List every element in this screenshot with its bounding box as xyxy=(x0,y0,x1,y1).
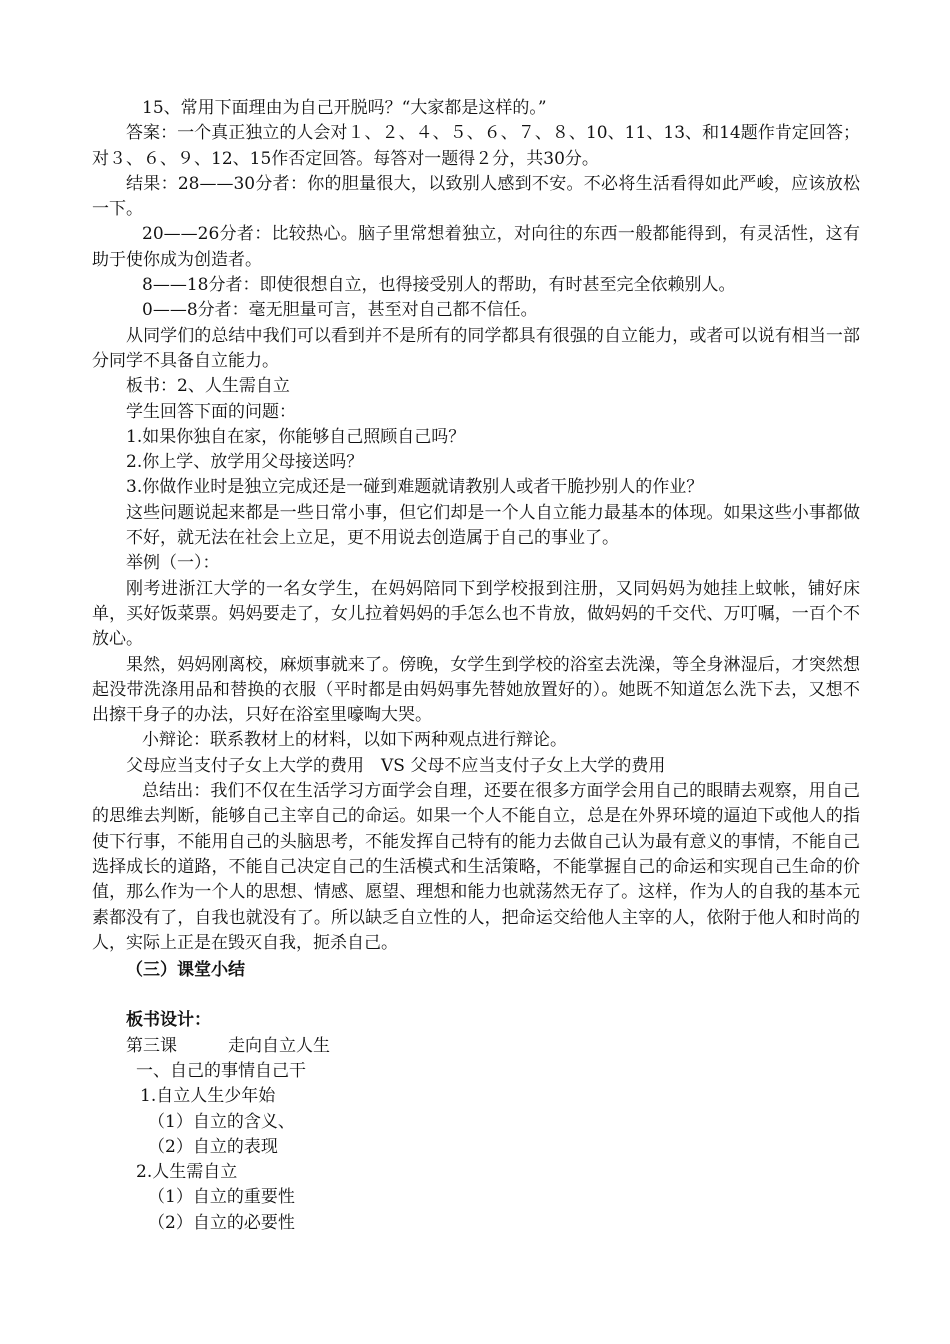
board-design-heading: 板书设计： xyxy=(126,1010,211,1031)
summary-paragraph: 从同学们的总结中我们可以看到并不是所有的同学都具有很强的自立能力，或者可以说有相当一部分同学不具备自立能力。 xyxy=(92,325,860,371)
board-lesson-title: 第三课 走向自立人生 xyxy=(126,1035,330,1056)
board-note-2: 板书：2、人生需自立 xyxy=(126,376,290,397)
student-question-3: 3.你做作业时是独立完成还是一碰到难题就请教别人或者干脆抄别人的作业？ xyxy=(126,477,704,498)
student-question-2: 2.你上学、放学用父母接送吗？ xyxy=(126,452,364,473)
result-8-18: 8——18分者：即使很想自立，也得接受别人的帮助，有时甚至完全依赖别人。 xyxy=(142,275,736,296)
board-part-1: 一、自己的事情自己干 xyxy=(136,1060,306,1081)
conclusion-paragraph: 总结出：我们不仅在生活学习方面学会自理，还要在很多方面学会用自己的眼睛去观察，用自己的思维去判断，能够自己主宰自己的命运。如果一个人不能自立，总是在外界环境的逼迫下或他人的指使下行事，不能用自己的头脑思考，不能发挥自己特有的能力去做自己认为最有意义的事情，不能自己选择成长的道路，不能自己决定自己的生活模式和生活策略，不能掌握自己的命运和实现自己生命的价值，那么作为一个人的思想、情感、愿望、理想和能力也就荡然无存了。这样，作为人的自我的基本元素都没有了，自我也就没有了。所以缺乏自立性的人，把命运交给他人主宰的人，依附于他人和时尚的人，实际上正是在毁灭自我，扼杀自己。 xyxy=(92,781,860,953)
board-item-1: 1.自立人生少年始 xyxy=(140,1086,276,1107)
board-item-1b: （2）自立的表现 xyxy=(148,1136,278,1157)
board-design xyxy=(92,1008,860,1236)
result-0-8: 0——8分者：毫无胆量可言，甚至对自己都不信任。 xyxy=(142,300,538,321)
board-item-2: 2.人生需自立 xyxy=(136,1162,238,1183)
result-28-30: 结果：28——30分者：你的胆量很大，以致别人感到不安。不必将生活看得如此严峻，应该放松一下。 xyxy=(92,173,860,220)
board-item-2b: （2）自立的必要性 xyxy=(148,1212,295,1233)
student-question-1: 1.如果你独自在家，你能够自己照顾自己吗？ xyxy=(126,426,466,447)
section-class-summary: （三）课堂小结 xyxy=(126,960,245,981)
debate-views: 父母应当支付子女上大学的费用 VS 父母不应当支付子女上大学的费用 xyxy=(126,755,666,776)
students-answer-prompt: 学生回答下面的问题： xyxy=(126,401,296,422)
board-item-1a: （1）自立的含义、 xyxy=(148,1111,295,1132)
spacer xyxy=(92,983,860,1008)
question-15: 15、常用下面理由为自己开脱吗？“大家都是这样的。” xyxy=(142,98,547,118)
result-20-26: 20——26分者：比较热心。脑子里常想着独立，对向往的东西一般都能得到，有灵活性，这有助于使你成为创造者。 xyxy=(92,224,860,270)
example-heading: 举例（一）： xyxy=(126,553,220,574)
document-page xyxy=(92,96,860,1236)
story-paragraph-2: 果然，妈妈刚离校，麻烦事就来了。傍晚，女学生到学校的浴室去洗澡，等全身淋湿后，才突然想起没带洗涤用品和替换的衣服（平时都是由妈妈事先替她放置好的）。她既不知道怎么洗下去，又想不出擦干身子的办法，只好在浴室里嚎啕大哭。 xyxy=(92,654,860,726)
debate-intro: 小辩论：联系教材上的材料，以如下两种观点进行辩论。 xyxy=(142,730,567,751)
answer-key: 答案：一个真正独立的人会对１、２、４、５、６、７、８、10、11、13、和14题作肯定回答；对３、６、９、12、15作否定回答。每答对一题得２分，共30分。 xyxy=(92,123,860,169)
story-paragraph-1: 刚考进浙江大学的一名女学生，在妈妈陪同下到学校报到注册，又同妈妈为她挂上蚊帐，铺好床单，买好饭菜票。妈妈要走了，女儿拉着妈妈的手怎么也不肯放，做妈妈的千交代、万叮嘱，一百个不放心。 xyxy=(92,578,860,650)
board-item-2a: （1）自立的重要性 xyxy=(148,1187,295,1208)
daily-matters-paragraph: 这些问题说起来都是一些日常小事，但它们却是一个人自立能力最基本的体现。如果这些小事都做不好，就无法在社会上立足，更不用说去创造属于自己的事业了。 xyxy=(126,502,860,549)
